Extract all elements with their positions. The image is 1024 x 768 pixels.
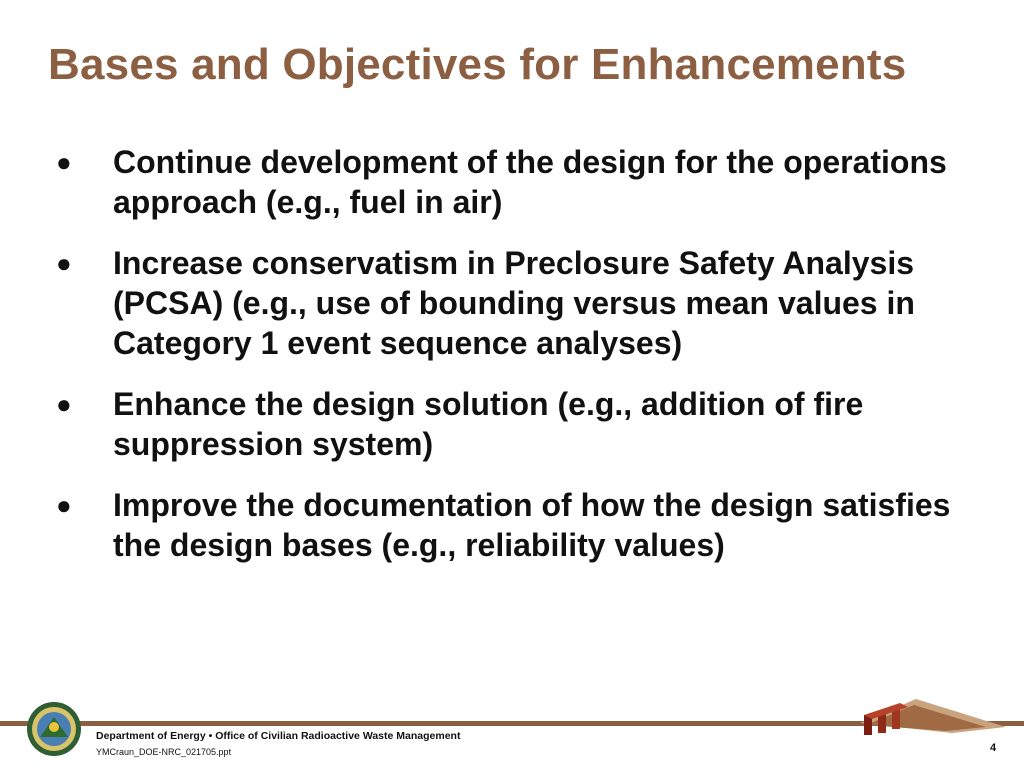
- footer-organization: Department of Energy • Office of Civilian Radioactive Waste Management: [96, 730, 461, 742]
- page-number: 4: [990, 742, 997, 754]
- bullet-text: Enhance the design solution (e.g., addition of fire suppression system): [113, 386, 864, 462]
- repository-graphic-icon: [856, 693, 1006, 737]
- footer-filename: YMCraun_DOE-NRC_021705.ppt: [96, 747, 232, 757]
- bullet-dot-icon: ●: [56, 490, 72, 520]
- bullet-item: [56, 142, 996, 222]
- doe-seal-icon: [26, 701, 82, 757]
- bullet-item: [56, 243, 996, 363]
- bullet-dot-icon: ●: [56, 389, 72, 419]
- bullet-text: Increase conservatism in Preclosure Safety Analysis (PCSA) (e.g., use of bounding versus mean values in Category 1 event sequence analyses): [113, 245, 915, 361]
- bullet-list: [56, 142, 996, 586]
- bullet-text: Continue development of the design for the operations approach (e.g., fuel in air): [113, 144, 947, 220]
- bullet-item: [56, 384, 996, 464]
- bullet-dot-icon: ●: [56, 147, 72, 177]
- bullet-dot-icon: ●: [56, 248, 72, 278]
- bullet-text: Improve the documentation of how the design satisfies the design bases (e.g., reliability values): [113, 487, 951, 563]
- slide-title: Bases and Objectives for Enhancements: [48, 40, 907, 89]
- bullet-item: [56, 485, 996, 565]
